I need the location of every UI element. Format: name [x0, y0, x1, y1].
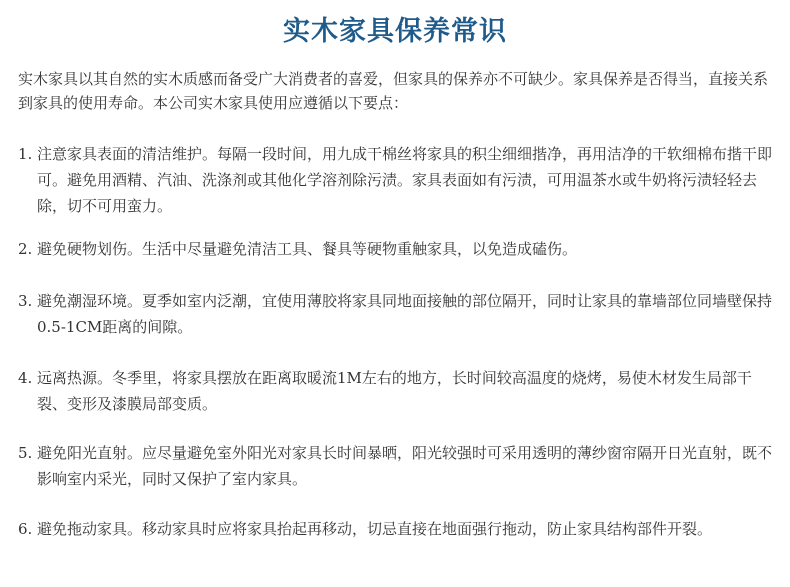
- list-item-number: 2.: [18, 240, 33, 258]
- list-item-number: 6.: [18, 520, 33, 538]
- list-item-text: 避免硬物划伤。生活中尽量避免清洁工具、餐具等硬物重触家具，以免造成磕伤。: [37, 240, 578, 258]
- list-item-number: 5.: [18, 444, 33, 462]
- list-item-text: 避免阳光直射。应尽量避免室外阳光对家具长时间暴晒，阳光较强时可采用透明的薄纱窗帘隔开日光直射，既不影响室内采光，同时又保护了室内家具。: [37, 444, 773, 488]
- intro-paragraph: 实木家具以其自然的实木质感而备受广大消费者的喜爱，但家具的保养亦不可缺少。家具保养是否得当，直接关系到家具的使用寿命。本公司实木家具使用应遵循以下要点：: [18, 70, 769, 112]
- list-item: [18, 365, 778, 417]
- list-item: [18, 141, 778, 219]
- list-item: [18, 288, 778, 340]
- page-title: 实木家具保养常识: [283, 16, 507, 47]
- list-item-text: 远离热源。冬季里，将家具摆放在距离取暖流1M左右的地方，长时间较高温度的烧烤，易使木材发生局部干裂、变形及漆膜局部变质。: [37, 369, 752, 413]
- list-item-number: 3.: [18, 292, 33, 310]
- list-item: [18, 516, 778, 542]
- list-item-text: 避免潮湿环境。夏季如室内泛潮，宜使用薄胶将家具同地面接触的部位隔开，同时让家具的靠墙部位同墙壁保持0.5-1CM距离的间隙。: [37, 292, 773, 336]
- list-item: [18, 236, 778, 262]
- list-item-number: 4.: [18, 369, 33, 387]
- list-item-number: 1.: [18, 145, 33, 163]
- list-item-text: 避免拖动家具。移动家具时应将家具抬起再移动，切忌直接在地面强行拖动，防止家具结构部件开裂。: [37, 520, 713, 538]
- list-item-text: 注意家具表面的清洁维护。每隔一段时间，用九成干棉丝将家具的积尘细细揩净，再用洁净的干软细棉布揩干即可。避免用酒精、汽油、洗涤剂或其他化学溶剂除污渍。家具表面如有污渍，可用温茶水或牛奶将污渍轻轻去除，切不可用蛮力。: [37, 145, 773, 215]
- list-item: [18, 440, 778, 492]
